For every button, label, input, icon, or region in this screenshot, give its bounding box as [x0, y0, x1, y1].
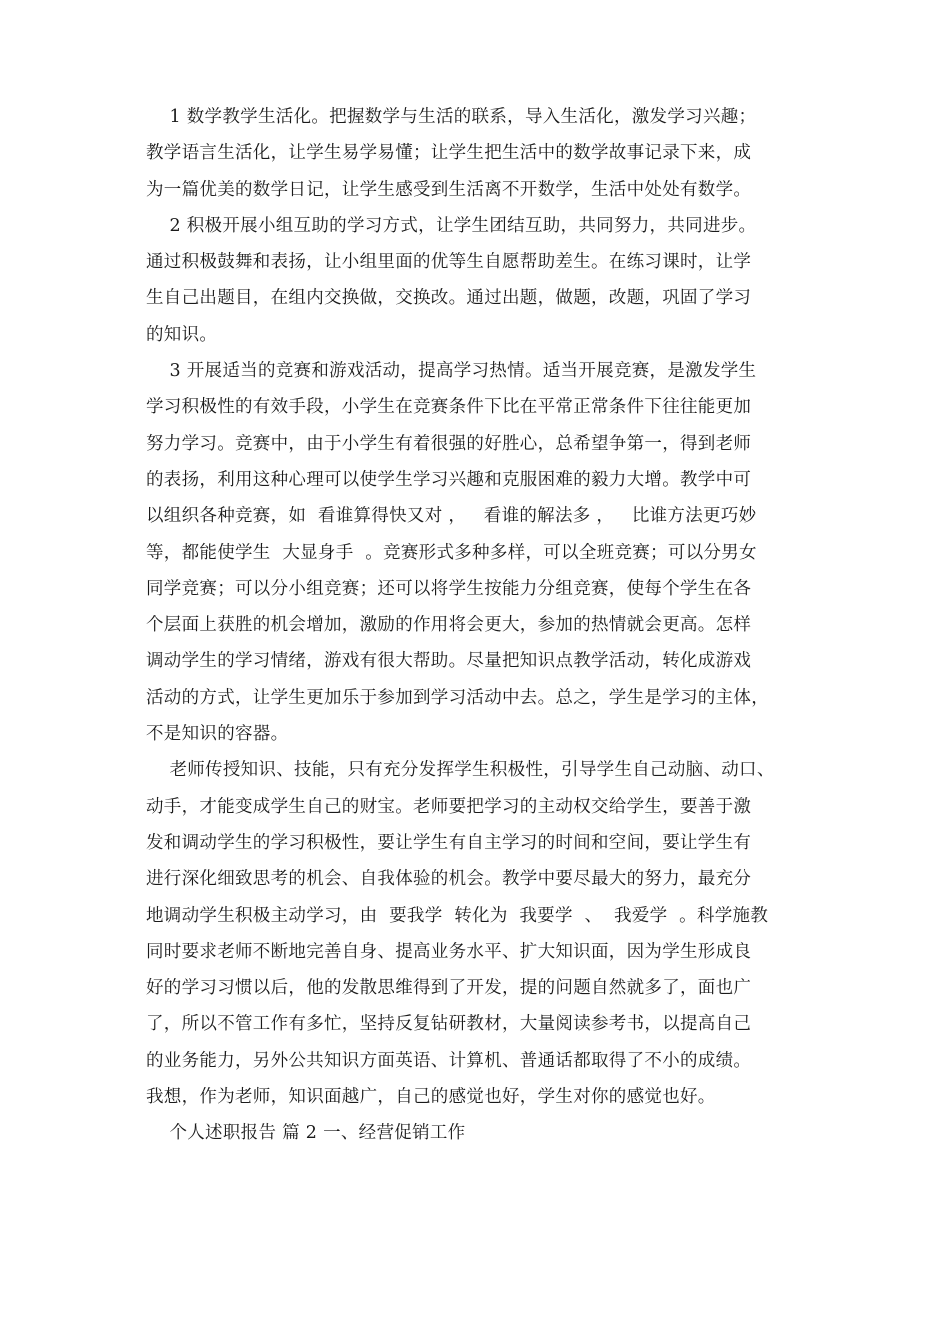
- text-line: 进行深化细致思考的机会、自我体验的机会。教学中要尽最大的努力，最充分: [146, 869, 752, 890]
- text-line: 个人述职报告 篇 2 一、经营促销工作: [146, 1123, 466, 1144]
- text-line: 同学竞赛；可以分小组竞赛；还可以将学生按能力分组竞赛，使每个学生在各: [146, 578, 752, 599]
- text-line: 的业务能力，另外公共知识方面英语、计算机、普通话都取得了不小的成绩。: [146, 1050, 752, 1071]
- text-line: 学习积极性的有效手段，小学生在竞赛条件下比在平常正常条件下往往能更加: [146, 397, 752, 418]
- text-line: 活动的方式，让学生更加乐于参加到学习活动中去。总之，学生是学习的主体，: [146, 687, 769, 708]
- text-line: 2 积极开展小组互助的学习方式，让学生团结互助，共同努力，共同进步。: [146, 215, 757, 236]
- text-line: 生自己出题目，在组内交换做，交换改。通过出题，做题，改题，巩固了学习: [146, 288, 752, 309]
- text-line: 地调动学生积极主动学习，由 要我学 转化为 我要学 、 我爱学 。科学施教: [146, 905, 769, 926]
- text-line: 通过积极鼓舞和表扬，让小组里面的优等生自愿帮助差生。在练习课时，让学: [146, 252, 752, 273]
- text-line: 为一篇优美的数学日记，让学生感受到生活离不开数学，生活中处处有数学。: [146, 179, 752, 200]
- text-line: 动手，才能变成学生自己的财宝。老师要把学习的主动权交给学生，要善于激: [146, 796, 752, 817]
- text-line: 教学语言生活化，让学生易学易懂；让学生把生活中的数学故事记录下来，成: [146, 143, 752, 164]
- text-line: 调动学生的学习情绪，游戏有很大帮助。尽量把知识点教学活动，转化成游戏: [146, 651, 752, 672]
- text-line: 好的学习习惯以后，他的发散思维得到了开发，提的问题自然就多了，面也广: [146, 978, 752, 999]
- text-line: 1 数学教学生活化。把握数学与生活的联系，导入生活化，激发学习兴趣；: [146, 107, 757, 127]
- text-line: 努力学习。竞赛中，由于小学生有着很强的好胜心，总希望争第一，得到老师: [146, 433, 752, 454]
- text-line: 以组织各种竞赛，如 看谁算得快又对 ， 看谁的解法多 ， 比谁方法更巧妙: [146, 506, 757, 527]
- text-line: 老师传授知识、技能，只有充分发挥学生积极性，引导学生自己动脑、动口、: [146, 760, 775, 781]
- text-line: 了，所以不管工作有多忙，坚持反复钻研教材，大量阅读参考书，以提高自己: [146, 1014, 752, 1035]
- text-line: 的知识。: [146, 324, 218, 345]
- text-line: 不是知识的容器。: [146, 724, 289, 745]
- text-line: 的表扬，利用这种心理可以使学生学习兴趣和克服困难的毅力大增。教学中可: [146, 469, 752, 490]
- document-body: [146, 99, 826, 1152]
- text-line: 等，都能使学生 大显身手 。竞赛形式多种多样，可以全班竞赛；可以分男女: [146, 542, 757, 563]
- text-line: 同时要求老师不断地完善自身、提高业务水平、扩大知识面，因为学生形成良: [146, 941, 752, 962]
- text-line: 发和调动学生的学习积极性，要让学生有自主学习的时间和空间，要让学生有: [146, 832, 752, 853]
- text-line: 3 开展适当的竞赛和游戏活动，提高学习热情。适当开展竞赛，是激发学生: [146, 361, 757, 382]
- text-line: 个层面上获胜的机会增加，激励的作用将会更大，参加的热情就会更高。怎样: [146, 615, 752, 636]
- text-line: 我想，作为老师，知识面越广，自己的感觉也好，学生对你的感觉也好。: [146, 1087, 716, 1108]
